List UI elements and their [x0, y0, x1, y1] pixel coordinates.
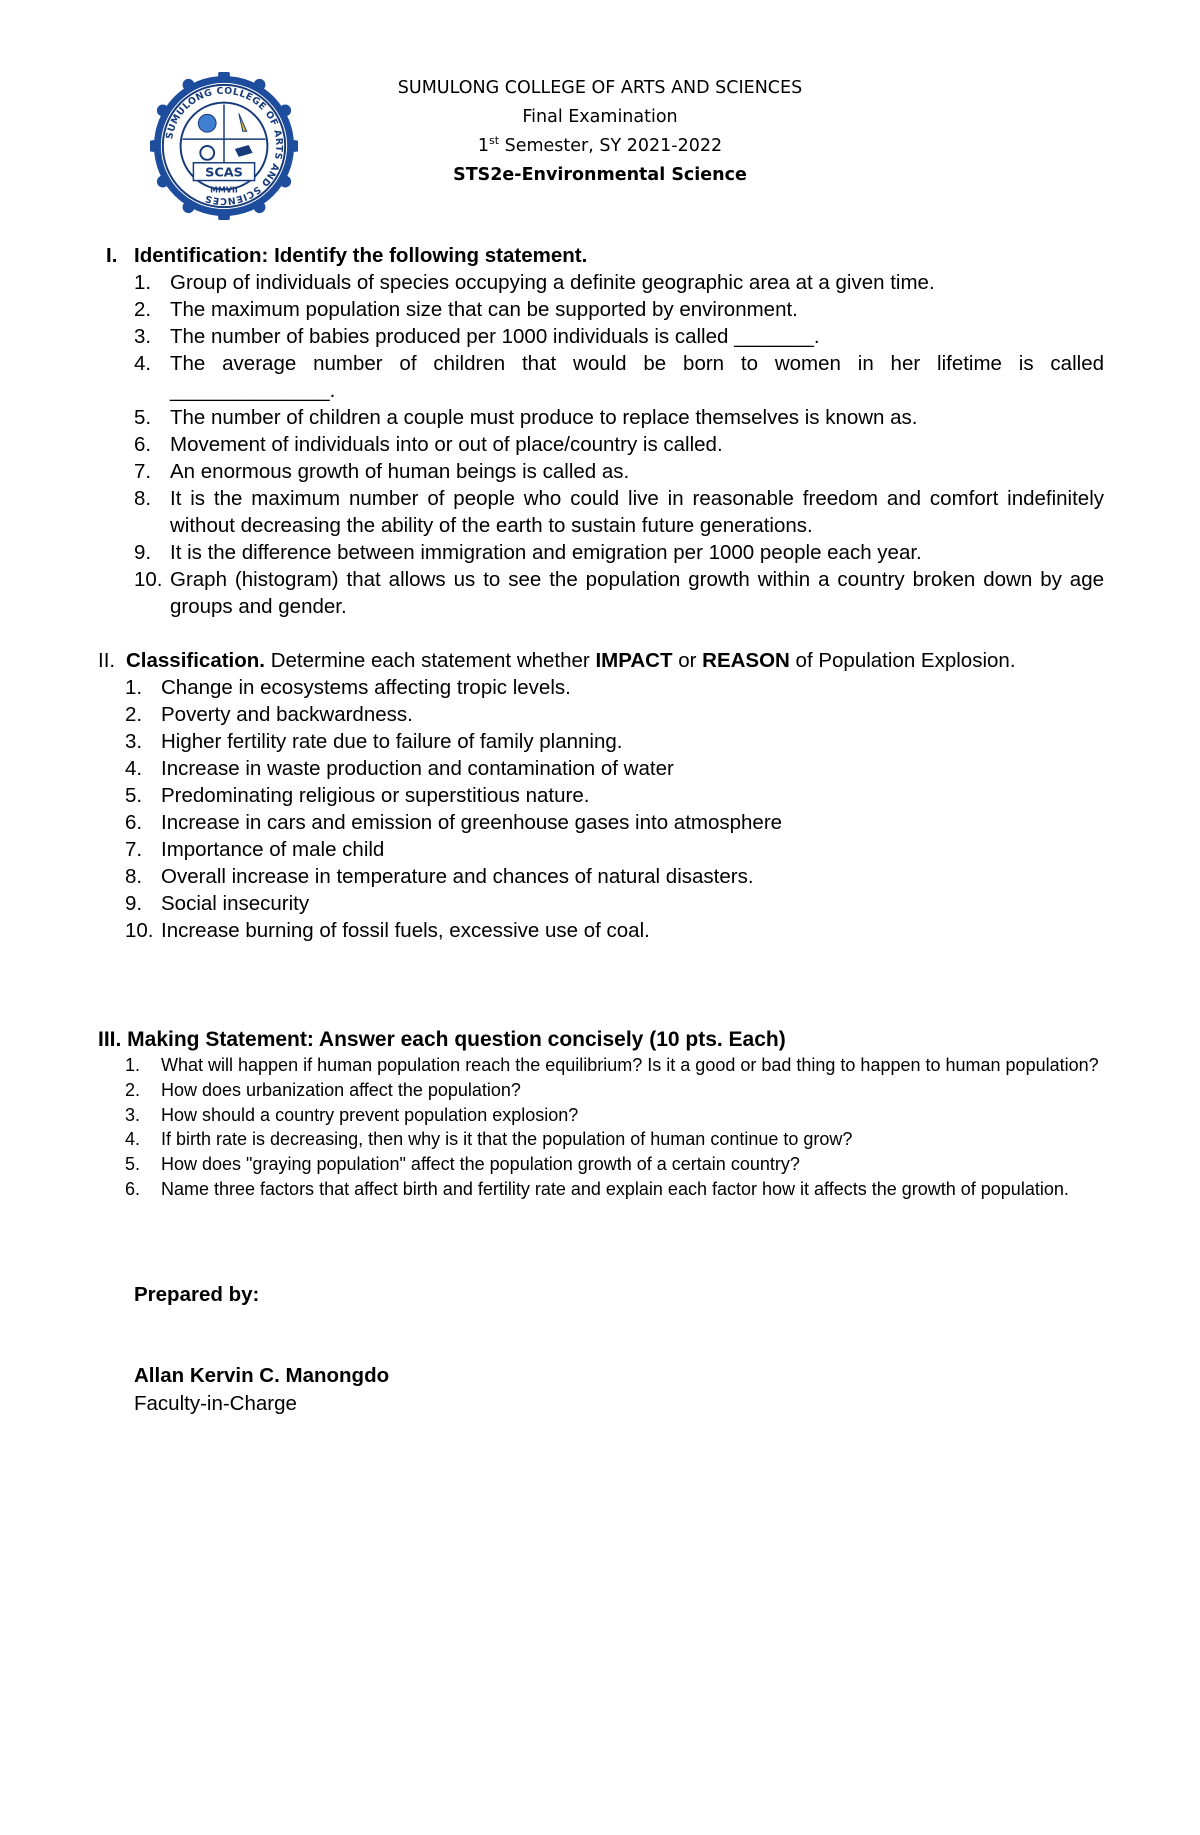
list-item [0, 350, 1200, 404]
item-number: 4. [134, 352, 152, 375]
list-item [0, 458, 1200, 485]
list-item [0, 890, 1200, 917]
globe-icon [198, 114, 216, 132]
item-text: Increase in waste production and contamination of water [161, 757, 674, 780]
item-number: 8. [134, 487, 152, 510]
school-name: SUMULONG COLLEGE OF ARTS AND SCIENCES [397, 78, 803, 98]
list-item [0, 539, 1200, 566]
item-text: Poverty and backwardness. [161, 703, 413, 726]
list-item [0, 566, 1200, 620]
list-item [0, 755, 1200, 782]
item-text: The maximum population size that can be supported by environment. [170, 298, 798, 321]
item-number: 10. [134, 568, 163, 591]
college-seal-logo [150, 72, 298, 220]
list-item [0, 674, 1200, 701]
list-item [0, 1103, 1200, 1128]
item-number: 2. [134, 298, 152, 321]
list-item [0, 809, 1200, 836]
item-text: It is the maximum number of people who could live in reasonable freedom and comfort indefinitely without decreasing the ability of the earth to sustain future generations. [170, 487, 1104, 537]
list-item [0, 1177, 1200, 1202]
item-text: If birth rate is decreasing, then why is it that the population of human continue to grow? [161, 1129, 853, 1150]
item-number: 5. [134, 406, 152, 429]
list-item [0, 269, 1200, 296]
item-text: Name three factors that affect birth and fertility rate and explain each factor how it affects the growth of population. [161, 1178, 1069, 1199]
item-number: 6. [125, 1178, 141, 1199]
item-number: 3. [134, 325, 152, 348]
item-text: The average number of children that would be born to women in her lifetime is called ______________. [170, 352, 1104, 402]
list-item [0, 836, 1200, 863]
item-text: Importance of male child [161, 838, 385, 861]
item-number: 3. [125, 730, 143, 753]
item-text: It is the difference between immigration and emigration per 1000 people each year. [170, 541, 922, 564]
semester-line: 1st Semester, SY 2021-2022 [477, 134, 723, 156]
item-text: What will happen if human population reach the equilibrium? Is it a good or bad thing to happen to human population? [161, 1055, 1099, 1075]
list-item [0, 485, 1200, 539]
item-number: 7. [134, 460, 152, 483]
item-text: Increase burning of fossil fuels, excessive use of coal. [161, 919, 650, 942]
item-number: 6. [134, 433, 152, 456]
faculty-role: Faculty-in-Charge [134, 1392, 297, 1415]
item-number: 1. [125, 1055, 141, 1075]
list-item [0, 1152, 1200, 1177]
item-text: Overall increase in temperature and chances of natural disasters. [161, 865, 754, 888]
item-text: Predominating religious or superstitious nature. [161, 784, 590, 807]
list-item [0, 1053, 1200, 1078]
section-making-statement [0, 1026, 1200, 1202]
prepared-by-label: Prepared by: [134, 1283, 260, 1306]
item-text: The number of babies produced per 1000 individuals is called _______. [170, 325, 820, 348]
item-number: 9. [134, 541, 152, 564]
item-number: 4. [125, 757, 143, 780]
item-text: Higher fertility rate due to failure of family planning. [161, 730, 623, 753]
item-number: 6. [125, 811, 143, 834]
item-text: How should a country prevent population explosion? [161, 1104, 579, 1125]
item-text: Graph (histogram) that allows us to see the population growth within a country broken down by age groups and gender. [170, 568, 1104, 618]
section-heading: III. Making Statement: Answer each question concisely (10 pts. Each) [98, 1028, 786, 1051]
exam-title: Final Examination [522, 107, 678, 127]
list-item [0, 917, 1200, 944]
item-number: 9. [125, 892, 143, 915]
list-item [0, 1078, 1200, 1103]
list-item [0, 296, 1200, 323]
item-number: 4. [125, 1129, 141, 1150]
section-classification [0, 647, 1200, 944]
item-number: 5. [125, 784, 143, 807]
exam-header [350, 74, 850, 190]
faculty-name: Allan Kervin C. Manongdo [134, 1364, 390, 1387]
item-text: Movement of individuals into or out of place/country is called. [170, 433, 723, 456]
list-item [0, 701, 1200, 728]
section-heading: II. Classification. Determine each statement whether IMPACT or REASON of Population Explosion. [98, 649, 1016, 672]
item-text: How does "graying population" affect the population growth of a certain country? [161, 1154, 800, 1175]
section-heading: I. Identification: Identify the following statement. [106, 244, 588, 267]
item-number: 1. [125, 676, 143, 699]
item-number: 2. [125, 703, 143, 726]
item-number: 1. [134, 271, 152, 294]
signatory [134, 1362, 389, 1418]
seal-center-text: SCAS [205, 165, 243, 181]
seal-ring-text: SUMULONG COLLEGE OF ARTS AND SCIENCES [164, 85, 285, 207]
list-item [0, 431, 1200, 458]
item-number: 5. [125, 1154, 141, 1175]
course-title: STS2e-Environmental Science [453, 165, 747, 185]
item-text: An enormous growth of human beings is called as. [170, 460, 630, 483]
list-item [0, 323, 1200, 350]
item-text: How does urbanization affect the population? [161, 1079, 521, 1100]
seal-year-text: MMVII [210, 185, 238, 195]
item-number: 8. [125, 865, 143, 888]
item-text: Social insecurity [161, 892, 310, 915]
item-number: 7. [125, 838, 143, 861]
list-item [0, 404, 1200, 431]
item-text: Change in ecosystems affecting tropic levels. [161, 676, 571, 699]
list-item [0, 863, 1200, 890]
item-number: 10. [125, 919, 154, 942]
item-text: The number of children a couple must produce to replace themselves is known as. [170, 406, 918, 429]
list-item [0, 728, 1200, 755]
item-text: Group of individuals of species occupying a definite geographic area at a given time. [170, 271, 935, 294]
item-number: 3. [125, 1104, 141, 1125]
item-text: Increase in cars and emission of greenhouse gases into atmosphere [161, 811, 783, 834]
section-identification [0, 242, 1200, 620]
list-item [0, 1127, 1200, 1152]
list-item [0, 782, 1200, 809]
item-number: 2. [125, 1079, 141, 1100]
